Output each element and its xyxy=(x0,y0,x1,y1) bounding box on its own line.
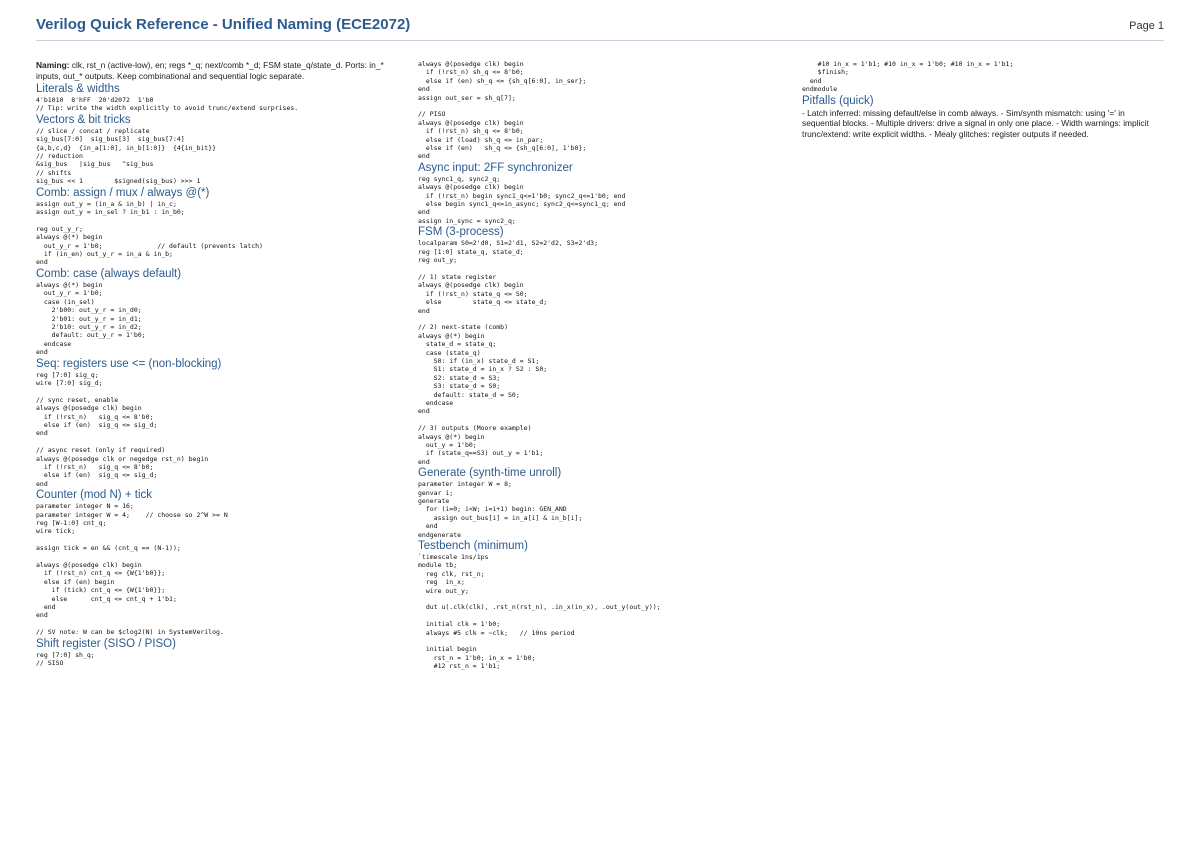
code-line: S1: state_d = in_x ? S2 : S0; xyxy=(418,365,548,374)
code-line: end xyxy=(36,603,56,612)
code-line: end xyxy=(36,479,48,488)
code-line xyxy=(36,620,408,628)
code-line: dut u(.clk(clk), .rst_n(rst_n), .in_x(in_x), .out_y(out_y)); xyxy=(418,603,661,612)
code-block xyxy=(36,281,408,357)
code-block xyxy=(36,651,408,668)
code-line: sig_bus[7:0] sig_bus[3] sig_bus[7:4] xyxy=(36,135,185,144)
column-2 xyxy=(418,60,798,671)
section-heading: Seq: registers use <= (non-blocking) xyxy=(36,357,222,370)
page-number: Page 1 xyxy=(1129,20,1164,32)
code-line xyxy=(36,536,408,544)
code-line: always @(*) begin xyxy=(418,432,485,441)
section-heading: Vectors & bit tricks xyxy=(36,113,131,126)
code-line: always @(posedge clk) begin xyxy=(36,561,142,570)
code-line: // SV note: W can be $clog2(N) in SystemVerilog. xyxy=(36,628,224,637)
code-line: out_y_r = 1'b0; // default (prevents latch) xyxy=(36,241,263,250)
code-line: always @(posedge clk) begin xyxy=(36,404,142,413)
code-line: else if (en) sh_q <= {sh_q[6:0], in_ser}; xyxy=(418,76,587,85)
code-line: else cnt_q <= cnt_q + 1'b1; xyxy=(36,594,177,603)
code-line: assign out_y = (in_a & in_b) | in_c; xyxy=(36,199,177,208)
code-line: default: state_d = S0; xyxy=(418,390,520,399)
code-line: else if (en) sig_q <= sig_d; xyxy=(36,471,158,480)
column-3 xyxy=(802,60,1164,140)
code-line: parameter integer N = 16; xyxy=(36,502,134,511)
paragraph-lead: Naming: xyxy=(36,60,70,70)
code-line: end xyxy=(418,85,430,94)
code-line: // slice / concat / replicate xyxy=(36,126,150,135)
code-line: parameter integer W = 8; xyxy=(418,480,512,489)
code-line: assign out_bus[i] = in_a[i] & in_b[i]; xyxy=(418,513,583,522)
code-block xyxy=(418,553,798,671)
section-heading: Async input: 2FF synchronizer xyxy=(418,161,573,174)
code-line: 2'b01: out_y_r = in_d1; xyxy=(36,314,142,323)
code-line: else if (en) sh_q <= {sh_q[6:0], 1'b0}; xyxy=(418,144,587,153)
code-line xyxy=(418,265,798,273)
code-line: if (!rst_n) sh_q <= 8'b0; xyxy=(418,68,524,77)
section-heading: Comb: case (always default) xyxy=(36,267,182,280)
paragraph xyxy=(36,60,408,81)
code-line: end xyxy=(418,208,430,217)
code-line: // shifts xyxy=(36,168,72,177)
code-line: out_y_r = 1'b0; xyxy=(36,289,103,298)
code-line: reg [7:0] sh_q; xyxy=(36,650,95,659)
code-line: else if (en) sig_q <= sig_d; xyxy=(36,420,158,429)
code-block xyxy=(418,239,798,466)
code-line: reg sync1_q, sync2_q; xyxy=(418,174,501,183)
section-heading: FSM (3-process) xyxy=(418,226,504,239)
code-line: always @(posedge clk or negedge rst_n) begin xyxy=(36,454,209,463)
code-line: end xyxy=(418,306,430,315)
code-line: endmodule xyxy=(802,85,838,94)
code-line: // 3) outputs (Moore example) xyxy=(418,424,532,433)
code-line: end xyxy=(802,76,822,85)
code-line: 2'b00: out_y_r = in_d0; xyxy=(36,306,142,315)
code-line: 2'b10: out_y_r = in_d2; xyxy=(36,322,142,331)
code-line: #12 rst_n = 1'b1; xyxy=(418,662,501,671)
code-line: assign out_ser = sh_q[7]; xyxy=(418,93,516,102)
section-heading: Literals & widths xyxy=(36,83,120,95)
code-line: out_y = 1'b0; xyxy=(418,441,477,449)
code-line: else begin sync1_q<=in_async; sync2_q<=sync1_q; end xyxy=(418,200,626,209)
code-line: generate xyxy=(418,497,450,506)
code-block xyxy=(36,96,408,113)
code-line: genvar i; xyxy=(418,488,454,497)
code-line: // async reset (only if required) xyxy=(36,446,166,455)
code-line: // 2) next-state (comb) xyxy=(418,323,509,332)
code-line: else if (en) begin xyxy=(36,577,115,586)
code-line: if (in_en) out_y_r = in_a & in_b; xyxy=(36,250,173,259)
code-line xyxy=(36,553,408,561)
code-line: S0: if (in_x) state_d = S1; xyxy=(418,356,540,365)
code-line: reg [1:0] state_q, state_d; xyxy=(418,247,524,256)
code-line: // Tip: write the width explicitly to avoid trunc/extend surprises. xyxy=(36,104,299,113)
code-block xyxy=(36,502,408,636)
code-line: if (!rst_n) begin sync1_q<=1'b0; sync2_q<=1'b0; end xyxy=(418,191,626,200)
paragraph-text: - Latch inferred: missing default/else in comb always. - Sim/synth mismatch: using '=' in sequential blocks. - Multiple drivers: drive a signal in only one place. - Width warnings: implicit trunc/extend: write explicit widths. - Mealy glitches: register outputs if needed. xyxy=(802,107,1149,139)
code-line: sig_bus << 1 $signed(sig_bus) >>> 1 xyxy=(36,177,201,186)
code-line xyxy=(418,595,798,603)
code-line: end xyxy=(418,522,438,531)
paragraph-text: clk, rst_n (active-low), en; regs *_q; next/comb *_d; FSM state_q/state_d. Ports: in_* inputs, out_* outputs. Keep combinational and sequential logic separate. xyxy=(36,60,384,81)
code-line: endcase xyxy=(36,339,72,348)
code-line: localparam S0=2'd0, S1=2'd1, S2=2'd2, S3=2'd3; xyxy=(418,239,599,248)
code-line xyxy=(418,416,798,424)
code-line: wire out_y; xyxy=(418,586,469,595)
code-line: assign tick = en && (cnt_q == (N-1)); xyxy=(36,544,181,553)
code-line: // 1) state register xyxy=(418,272,497,281)
page-title: Verilog Quick Reference - Unified Naming (ECE2072) xyxy=(36,16,411,33)
code-line: S3: state_d = S0; xyxy=(418,382,501,391)
code-line: if (tick) cnt_q <= {W{1'b0}}; xyxy=(36,586,166,595)
code-line: reg [W-1:0] cnt_q; xyxy=(36,519,107,528)
code-line: reg out_y_r; xyxy=(36,224,83,233)
code-line: always @(posedge clk) begin xyxy=(418,281,524,290)
section-heading: Shift register (SISO / PISO) xyxy=(36,637,176,650)
code-line: rst_n = 1'b0; in_x = 1'b0; xyxy=(418,653,536,662)
code-line: end xyxy=(36,348,48,357)
code-line: initial clk = 1'b0; xyxy=(418,620,501,629)
code-line: assign out_y = in_sel ? in_b1 : in_b0; xyxy=(36,208,185,217)
code-block xyxy=(418,175,798,225)
code-line: wire [7:0] sig_d; xyxy=(36,378,103,387)
code-block xyxy=(36,371,408,489)
code-line: default: out_y_r = 1'b0; xyxy=(36,331,146,340)
code-line xyxy=(418,612,798,620)
code-line xyxy=(36,216,408,224)
code-line: always @(posedge clk) begin xyxy=(418,60,524,68)
code-line xyxy=(418,102,798,110)
code-line: case (in_sel) xyxy=(36,297,95,306)
code-block xyxy=(802,60,1164,94)
code-line: else state_q <= state_d; xyxy=(418,298,548,307)
code-line: end xyxy=(418,457,430,466)
code-line: $finish; xyxy=(802,68,849,77)
code-line: {a,b,c,d} {in_a[1:0], in_b[1:0]} {4{in_bit}} xyxy=(36,143,217,152)
code-line xyxy=(418,315,798,323)
code-line: always @(*) begin xyxy=(36,280,103,289)
code-line: initial begin xyxy=(418,645,477,654)
code-line: wire tick; xyxy=(36,527,76,536)
code-line: // PISO xyxy=(418,110,446,119)
section-heading: Generate (synth-time unroll) xyxy=(418,467,562,480)
code-line: if (!rst_n) sh_q <= 8'b0; xyxy=(418,127,524,136)
code-line: end xyxy=(418,407,430,416)
code-block xyxy=(36,200,408,267)
code-line: for (i=0; i<W; i=i+1) begin: GEN_AND xyxy=(418,505,567,514)
section-heading: Testbench (minimum) xyxy=(418,540,528,553)
page-header xyxy=(36,14,1164,41)
code-line: reg [7:0] sig_q; xyxy=(36,370,99,379)
code-line: assign in_sync = sync2_q; xyxy=(418,216,516,225)
code-line: S2: state_d = S3; xyxy=(418,373,501,382)
code-line: end xyxy=(36,611,48,620)
code-line: state_d = state_q; xyxy=(418,340,497,349)
code-line: always #5 clk = ~clk; // 10ns period xyxy=(418,628,575,637)
code-line: always @(posedge clk) begin xyxy=(418,183,524,192)
code-line: module tb; xyxy=(418,561,458,570)
code-line: #10 in_x = 1'b1; #10 in_x = 1'b0; #10 in_x = 1'b1; xyxy=(802,60,1014,68)
code-line: // sync reset, enable xyxy=(36,395,119,404)
code-line: reg in_x; xyxy=(418,578,465,587)
column-1 xyxy=(36,60,408,667)
code-line: if (!rst_n) sig_q <= 8'b0; xyxy=(36,462,154,471)
code-line: `timescale 1ns/1ps xyxy=(418,553,489,562)
code-line xyxy=(418,637,798,645)
paragraph xyxy=(802,108,1164,140)
section-heading: Pitfalls (quick) xyxy=(802,94,874,107)
section-heading: Counter (mod N) + tick xyxy=(36,489,152,502)
code-line: reg clk, rst_n; xyxy=(418,569,485,578)
code-line: if (state_q==S3) out_y = 1'b1; xyxy=(418,449,544,458)
code-line xyxy=(36,387,408,395)
code-line: end xyxy=(36,258,48,267)
code-block xyxy=(418,60,798,161)
code-line: &sig_bus |sig_bus ^sig_bus xyxy=(36,160,154,169)
code-line: 4'b1010 8'hFF 20'd2072 1'b0 xyxy=(36,96,154,104)
code-line: // SISO xyxy=(36,659,64,668)
code-line: parameter integer W = 4; // choose so 2^W >= N xyxy=(36,510,228,519)
code-line: // reduction xyxy=(36,152,83,161)
code-line: end xyxy=(418,152,430,161)
code-line: end xyxy=(36,429,48,438)
code-line: if (!rst_n) state_q <= S0; xyxy=(418,289,528,298)
code-line xyxy=(36,438,408,446)
code-line: always @(*) begin xyxy=(418,331,485,340)
section-heading: Comb: assign / mux / always @(*) xyxy=(36,186,210,199)
code-line: reg out_y; xyxy=(418,256,458,265)
code-line: endgenerate xyxy=(418,530,462,539)
code-line: else if (load) sh_q <= in_par; xyxy=(418,135,544,144)
code-line: endcase xyxy=(418,398,454,407)
code-line: always @(posedge clk) begin xyxy=(418,118,524,127)
code-block xyxy=(418,480,798,539)
code-block xyxy=(36,127,408,186)
code-line: if (!rst_n) cnt_q <= {W{1'b0}}; xyxy=(36,569,166,578)
code-line: case (state_q) xyxy=(418,348,481,357)
code-line: if (!rst_n) sig_q <= 8'b0; xyxy=(36,412,154,421)
code-line: always @(*) begin xyxy=(36,233,103,242)
